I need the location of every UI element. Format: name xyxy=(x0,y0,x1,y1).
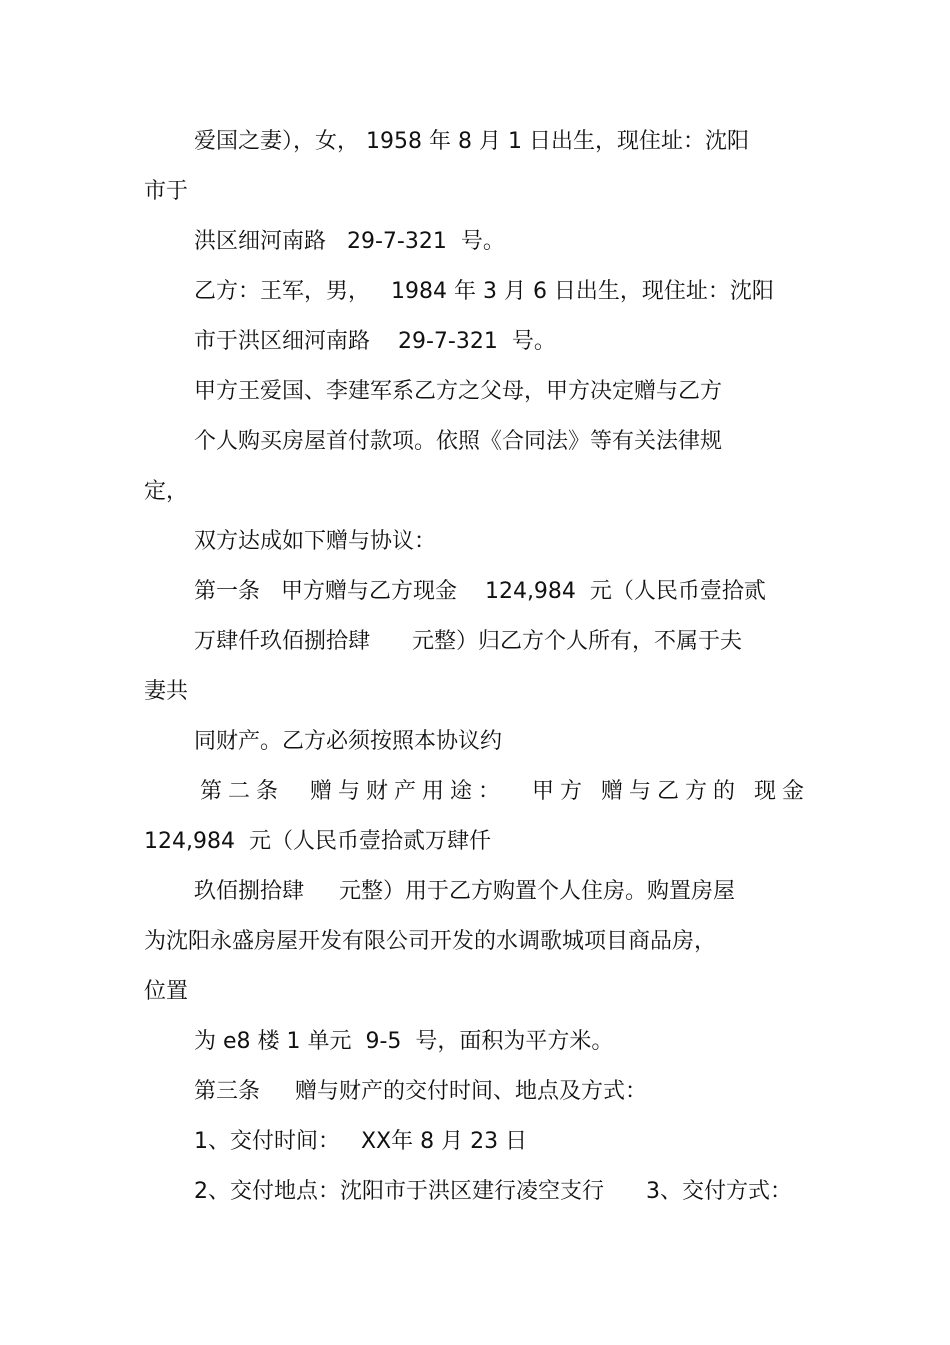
text-line: 124,984 元（人民币壹拾贰万肆仟 xyxy=(144,829,491,854)
text-line: 双方达成如下赠与协议： xyxy=(194,529,437,554)
text-line: 玖佰捌拾肆 元整）用于乙方购置个人住房。购置房屋 xyxy=(194,879,735,904)
text-line: 爱国之妻），女， 1958 年 8 月 1 日出生，现住址：沈阳 xyxy=(194,129,749,154)
text-line: 第三条 赠与财产的交付时间、地点及方式： xyxy=(194,1079,647,1104)
text-line: 万肆仟玖佰捌拾肆 元整）归乙方个人所有，不属于夫 xyxy=(194,629,742,654)
article-heading: 第二条 赠与财产用途： 甲方 赠与乙方的 现金 xyxy=(200,779,810,804)
text-line: 定， xyxy=(144,479,189,504)
text-line: 第一条 甲方赠与乙方现金 124,984 元（人民币壹拾贰 xyxy=(194,579,766,604)
text-line: 同财产。乙方必须按照本协议约 xyxy=(194,729,503,754)
text-line: 市于洪区细河南路 29-7-321 号。 xyxy=(194,329,556,354)
text-line: 乙方：王军，男， 1984 年 3 月 6 日出生，现住址：沈阳 xyxy=(194,279,774,304)
text-line: 市于 xyxy=(144,179,189,204)
text-line: 位置 xyxy=(144,979,189,1004)
text-line: 为 e8 楼 1 单元 9-5 号，面积为平方米。 xyxy=(194,1029,614,1054)
text-line: 妻共 xyxy=(144,679,189,704)
text-line: 2、交付地点：沈阳市于洪区建行凌空支行 3、交付方式： xyxy=(194,1179,792,1204)
text-line: 1、交付时间： XX年 8 月 23 日 xyxy=(194,1129,528,1154)
text-line: 为沈阳永盛房屋开发有限公司开发的水调歌城项目商品房， xyxy=(144,929,717,954)
text-line: 洪区细河南路 29-7-321 号。 xyxy=(194,229,505,254)
text-line: 个人购买房屋首付款项。依照《合同法》等有关法律规 xyxy=(194,429,723,454)
text-line: 甲方王爱国、李建军系乙方之父母，甲方决定赠与乙方 xyxy=(194,379,723,404)
